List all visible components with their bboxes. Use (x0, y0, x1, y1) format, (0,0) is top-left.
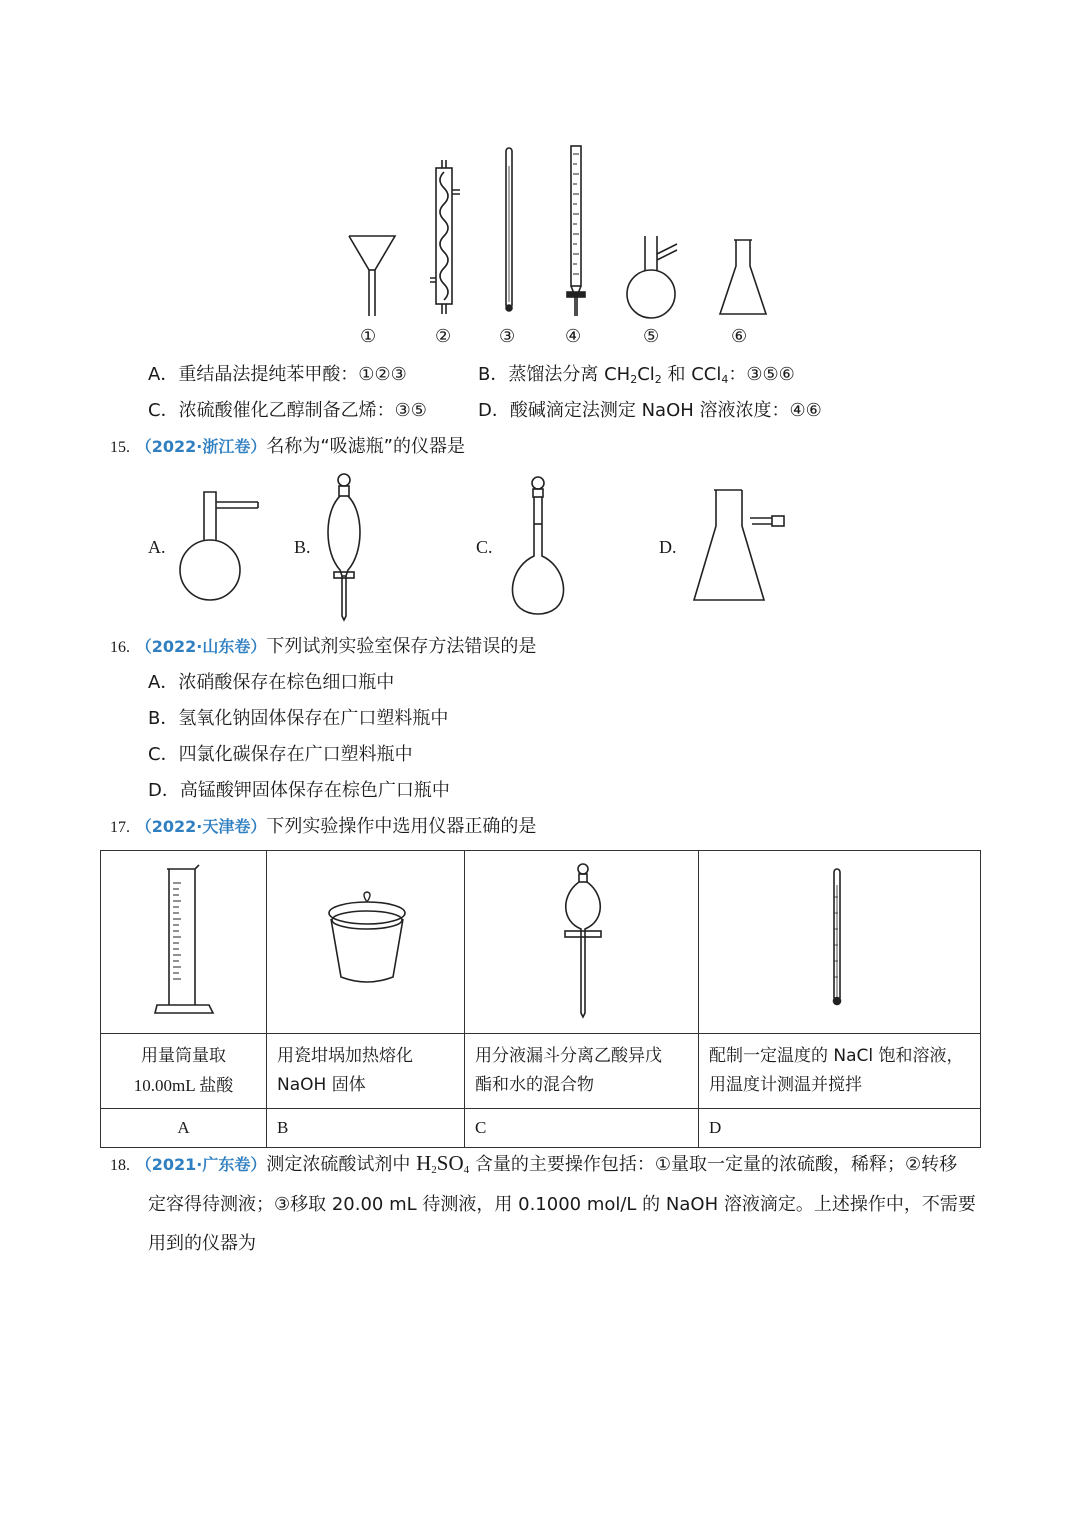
cell-text: 配制一定温度的 NaCl 饱和溶液， (709, 1046, 964, 1066)
question-number: 18. (110, 1157, 130, 1174)
cell-text: 用瓷坩埚加热熔化 (277, 1046, 413, 1066)
question-number: 16. (110, 639, 130, 656)
q15-option-d-label: D. (659, 537, 677, 557)
question-stem: 含量的主要操作包括：①量取一定量的浓硫酸，稀释；②转移 (474, 1154, 958, 1175)
crucible-icon (325, 895, 411, 989)
table-cell (465, 1034, 699, 1109)
condenser-icon (428, 158, 468, 318)
graduated-cylinder-icon (155, 863, 217, 1021)
q16-option-d: D．高锰酸钾固体保存在棕色广口瓶中 (148, 780, 450, 801)
thermometer-icon (502, 146, 516, 318)
table-row (101, 851, 981, 1034)
figure-label-1: ① (360, 326, 377, 346)
table-cell (699, 851, 981, 1034)
cell-text: 用分液漏斗分离乙酸异戊 (475, 1046, 662, 1066)
table-row (101, 1109, 981, 1148)
q16-option-a: A．浓硝酸保存在棕色细口瓶中 (148, 672, 395, 693)
separatory-funnel-icon (320, 472, 370, 620)
table-cell (101, 1034, 267, 1109)
table-cell: A (101, 1109, 267, 1148)
question-stem: 下列试剂实验室保存方法错误的是 (266, 636, 537, 657)
figure-label-4: ④ (565, 326, 582, 346)
suction-flask-icon (690, 486, 788, 606)
separatory-funnel-icon (561, 863, 605, 1021)
q17-heading (110, 815, 536, 840)
q16-option-b: B．氢氧化钠固体保存在广口塑料瓶中 (148, 708, 449, 729)
q15-heading (110, 435, 465, 460)
question-source: （2022·浙江卷） (135, 437, 267, 456)
distillation-flask-icon (625, 232, 685, 322)
question-number: 17. (110, 819, 130, 836)
question-stem: 名称为“吸滤瓶”的仪器是 (266, 436, 466, 457)
figure-label-2: ② (435, 326, 452, 346)
q17-table (100, 850, 981, 1148)
question-source: （2022·天津卷） (135, 817, 267, 836)
funnel-icon (345, 230, 401, 322)
cell-text: 10.00mL 盐酸 (133, 1076, 234, 1095)
question-number: 15. (110, 439, 130, 456)
q14-option-d: D．酸碱滴定法测定 NaOH 溶液浓度：④⑥ (478, 400, 822, 421)
question-source: （2022·山东卷） (135, 637, 267, 656)
q16-option-c: C．四氯化碳保存在广口塑料瓶中 (148, 744, 413, 765)
cell-text: NaOH 固体 (277, 1075, 366, 1095)
table-row (101, 1034, 981, 1109)
thermometer-icon (829, 867, 845, 1011)
burette-icon (563, 144, 589, 320)
q14-option-b: B．蒸馏法分离 $CH_2Cl_2$ 和 CCl$_4$：③⑤⑥ (478, 364, 795, 386)
q14-option-c: C．浓硫酸催化乙醇制备乙烯：③⑤ (148, 400, 427, 421)
figure-label-6: ⑥ (731, 326, 748, 346)
table-cell: B (267, 1109, 465, 1148)
table-cell (101, 851, 267, 1034)
q15-option-a-label: A. (148, 537, 166, 557)
volumetric-flask-icon (506, 474, 570, 618)
formula: $H_2SO_4$ (416, 1151, 470, 1176)
table-cell (267, 851, 465, 1034)
table-cell (699, 1034, 981, 1109)
q14-option-a: A．重结晶法提纯苯甲酸：①②③ (148, 364, 407, 385)
question-source: （2021·广东卷） (135, 1155, 267, 1174)
table-cell: D (699, 1109, 981, 1148)
conical-flask-icon (716, 236, 770, 320)
q18-heading (110, 1151, 957, 1182)
cell-text: 酯和水的混合物 (475, 1075, 594, 1095)
table-cell (267, 1034, 465, 1109)
figure-label-5: ⑤ (643, 326, 660, 346)
question-stem: 测定浓硫酸试剂中 (266, 1154, 411, 1175)
round-flask-side-arm-icon (178, 488, 262, 606)
q15-option-c-label: C. (476, 537, 493, 557)
cell-text: 用温度计测温并搅拌 (709, 1075, 862, 1095)
table-cell (465, 851, 699, 1034)
question-stem: 下列实验操作中选用仪器正确的是 (266, 816, 537, 837)
q16-heading (110, 635, 536, 660)
table-cell: C (465, 1109, 699, 1148)
q18-line-3: 用到的仪器为 (148, 1233, 256, 1254)
q18-line-2: 定容得待测液；③移取 20.00 mL 待测液，用 0.1000 mol/L 的 NaOH 溶液滴定。上述操作中，不需要 (148, 1194, 976, 1215)
cell-text: 用量筒量取 (141, 1046, 226, 1066)
figure-label-3: ③ (499, 326, 516, 346)
q15-option-b-label: B. (294, 537, 311, 557)
